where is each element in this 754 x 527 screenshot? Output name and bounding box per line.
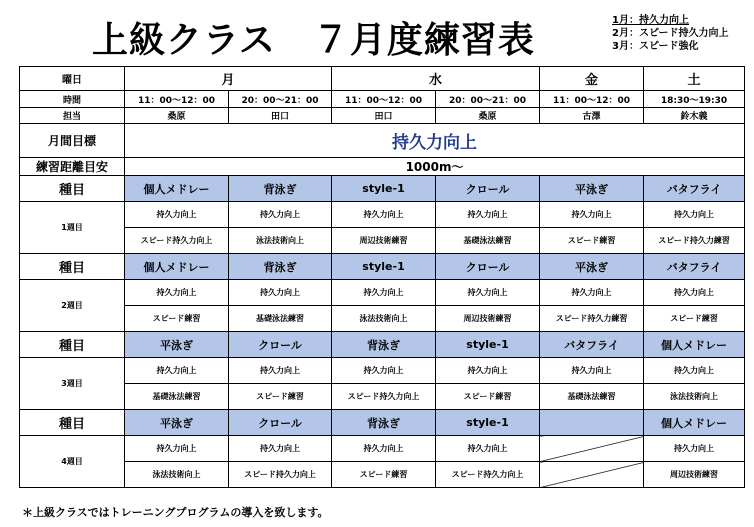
event-cell: バタフライ [540,332,644,358]
event-label: 種目 [20,176,125,202]
monthly-goal-label: 月間目標 [20,124,125,158]
time-cell: 11：00〜12：00 [332,91,436,108]
focus-cell: 持久力向上 [125,358,229,384]
event-cell: クロール [229,410,332,436]
focus-cell: スピード持久力向上 [125,228,229,254]
focus-cell: スピード練習 [644,306,745,332]
time-cell: 11：00〜12：00 [540,91,644,108]
focus-cell: 持久力向上 [229,436,332,462]
focus-cell: 持久力向上 [125,436,229,462]
footnote: ＊上級クラスではトレーニングプログラムの導入を致します。 [22,506,329,519]
time-cell: 11：00〜12：00 [125,91,229,108]
coach-cell: 田口 [332,108,436,124]
focus-cell: 持久力向上 [540,358,644,384]
event-row [20,176,745,202]
focus-row [20,462,745,488]
focus-cell: 基礎泳法練習 [436,228,540,254]
day-saturday: 土 [644,67,745,91]
distance-label: 練習距離目安 [20,158,125,176]
event-cell: 平泳ぎ [540,176,644,202]
focus-cell: 持久力向上 [125,280,229,306]
focus-cell: 周辺技術練習 [436,306,540,332]
focus-row [20,280,745,306]
event-cell: 背泳ぎ [229,176,332,202]
focus-cell: 持久力向上 [644,280,745,306]
focus-cell: スピード持久力向上 [436,462,540,488]
coach-row [20,108,745,124]
focus-cell: スピード持久力向上 [332,384,436,410]
focus-row [20,436,745,462]
event-cell: クロール [229,332,332,358]
page-title: 上級クラス ７月度練習表 [92,20,535,61]
event-label: 種目 [20,332,125,358]
focus-cell: 周辺技術練習 [332,228,436,254]
event-cell: style-1 [332,176,436,202]
day-label: 曜日 [20,67,125,91]
event-cell: 背泳ぎ [229,254,332,280]
monthly-theme-legend [612,14,729,53]
focus-row [20,228,745,254]
focus-cell: 基礎泳法練習 [125,384,229,410]
day-monday: 月 [125,67,332,91]
focus-cell: スピード練習 [125,306,229,332]
event-row [20,410,745,436]
focus-cell: 持久力向上 [644,358,745,384]
day-row [20,67,745,91]
focus-cell: 持久力向上 [229,202,332,228]
focus-cell: 持久力向上 [229,358,332,384]
day-wednesday: 水 [332,67,540,91]
coach-cell: 田口 [229,108,332,124]
focus-cell: 持久力向上 [436,358,540,384]
event-label: 種目 [20,410,125,436]
focus-cell: 持久力向上 [332,436,436,462]
event-cell: 個人メドレー [644,332,745,358]
event-cell: 平泳ぎ [540,254,644,280]
focus-cell: 持久力向上 [332,358,436,384]
legend-item: 1月：持久力向上 [612,15,689,26]
event-cell: バタフライ [644,254,745,280]
event-cell: 個人メドレー [125,176,229,202]
coach-cell: 桑原 [125,108,229,124]
focus-cell: 泳法技術向上 [229,228,332,254]
focus-cell: スピード持久力練習 [644,228,745,254]
week-label: 3週目 [20,358,125,410]
focus-row [20,306,745,332]
focus-cell: 持久力向上 [644,436,745,462]
week-label: 1週目 [20,202,125,254]
focus-cell: スピード持久力向上 [229,462,332,488]
event-cell: クロール [436,254,540,280]
focus-cell: 泳法技術向上 [644,384,745,410]
practice-schedule-table [19,66,745,488]
focus-row [20,202,745,228]
coach-cell: 桑原 [436,108,540,124]
event-cell: 背泳ぎ [332,332,436,358]
focus-cell: 持久力向上 [125,202,229,228]
cancelled-cell [540,436,644,462]
event-cell: style-1 [332,254,436,280]
legend-item: 3月：スピード強化 [612,41,699,52]
focus-cell: スピード練習 [332,462,436,488]
time-label: 時間 [20,91,125,108]
focus-cell: 持久力向上 [436,202,540,228]
focus-cell: 基礎泳法練習 [540,384,644,410]
event-row [20,254,745,280]
event-cell: 平泳ぎ [125,410,229,436]
event-cell: style-1 [436,332,540,358]
time-cell: 18:30〜19:30 [644,91,745,108]
event-cell: style-1 [436,410,540,436]
focus-row [20,384,745,410]
focus-cell: 持久力向上 [540,280,644,306]
day-friday: 金 [540,67,644,91]
distance-row [20,158,745,176]
event-row [20,332,745,358]
focus-cell: スピード練習 [229,384,332,410]
focus-cell: 泳法技術向上 [125,462,229,488]
focus-cell: 持久力向上 [436,280,540,306]
coach-cell: 鈴木義 [644,108,745,124]
focus-cell: 周辺技術練習 [644,462,745,488]
event-cell: バタフライ [644,176,745,202]
focus-cell: スピード練習 [436,384,540,410]
distance-value: 1000m〜 [125,158,745,176]
week-label: 4週目 [20,436,125,488]
cancelled-cell [540,462,644,488]
focus-row [20,358,745,384]
monthly-goal-value: 持久力向上 [125,124,745,158]
focus-cell: 基礎泳法練習 [229,306,332,332]
time-cell: 20：00〜21：00 [436,91,540,108]
coach-cell: 古澤 [540,108,644,124]
event-cell: 背泳ぎ [332,410,436,436]
legend-item: 2月：スピード持久力向上 [612,28,729,39]
week-label: 2週目 [20,280,125,332]
coach-label: 担当 [20,108,125,124]
monthly-goal-row [20,124,745,158]
focus-cell: 持久力向上 [332,280,436,306]
focus-cell: 持久力向上 [229,280,332,306]
time-cell: 20：00〜21：00 [229,91,332,108]
focus-cell: スピード持久力練習 [540,306,644,332]
event-cell: 個人メドレー [644,410,745,436]
event-cell: クロール [436,176,540,202]
focus-cell: 泳法技術向上 [332,306,436,332]
event-cell: 平泳ぎ [125,332,229,358]
focus-cell: スピード練習 [540,228,644,254]
event-cell: 個人メドレー [125,254,229,280]
time-row [20,91,745,108]
cancelled-cell [540,410,644,436]
focus-cell: 持久力向上 [436,436,540,462]
focus-cell: 持久力向上 [540,202,644,228]
focus-cell: 持久力向上 [332,202,436,228]
focus-cell: 持久力向上 [644,202,745,228]
event-label: 種目 [20,254,125,280]
